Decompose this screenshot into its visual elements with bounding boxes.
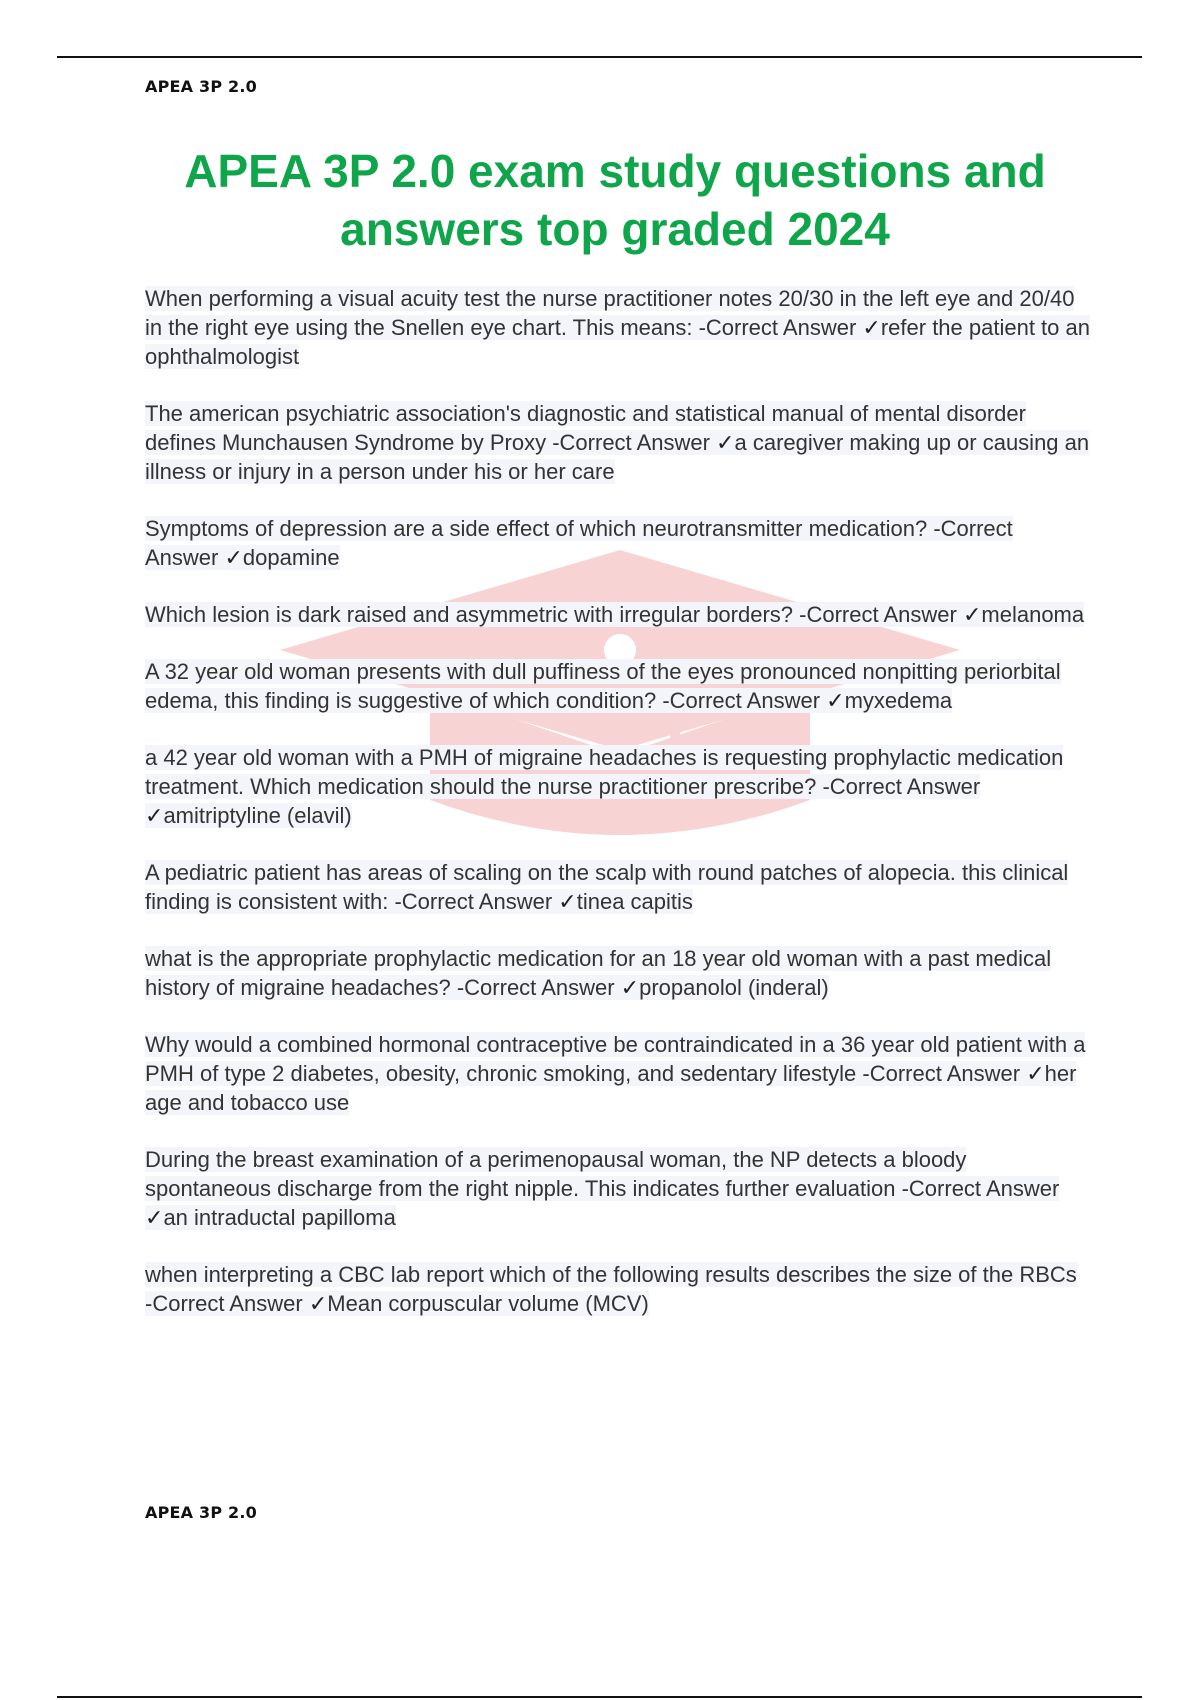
check-mark-icon: ✓: [145, 1205, 164, 1230]
correct-answer-label: -Correct Answer: [816, 774, 981, 799]
question-text: During the breast examination of a perimenopausal woman, the NP detects a bloody spontaneous discharge from the right nipple. This indicates further evaluation: [145, 1147, 967, 1201]
qa-item: [145, 1030, 1090, 1117]
question-text: a 42 year old woman with a PMH of migraine headaches is requesting prophylactic medication treatment. Which medication should the nurse practitioner prescribe?: [145, 745, 1064, 799]
qa-item: [145, 1145, 1090, 1232]
question-text: Which lesion is dark raised and asymmetric with irregular borders?: [145, 602, 794, 627]
answer-text: melanoma: [981, 602, 1085, 627]
answer-text: refer the patient to an ophthalmologist: [145, 315, 1090, 369]
check-mark-icon: ✓: [826, 688, 845, 713]
question-text: The american psychiatric association's diagnostic and statistical manual of mental disorder defines Munchausen Syndrome by Proxy: [145, 401, 1026, 455]
question-text: when interpreting a CBC lab report which of the following results describes the size of the RBCs: [145, 1262, 1077, 1287]
qa-item: [145, 399, 1090, 486]
correct-answer-label: -Correct Answer: [692, 315, 863, 340]
correct-answer-label: -Correct Answer: [656, 688, 827, 713]
answer-text: dopamine: [242, 545, 340, 570]
check-mark-icon: ✓: [224, 545, 243, 570]
check-mark-icon: ✓: [862, 315, 881, 340]
question-text: Symptoms of depression are a side effect of which neurotransmitter medication?: [145, 516, 928, 541]
qa-item: [145, 284, 1090, 371]
qa-item: [145, 743, 1090, 830]
check-mark-icon: ✓: [1026, 1061, 1045, 1086]
question-text: what is the appropriate prophylactic medication for an 18 year old woman with a past medical history of migraine headaches?: [145, 946, 1052, 1000]
answer-text: tinea capitis: [576, 889, 693, 914]
check-mark-icon: ✓: [620, 975, 640, 1000]
qa-item: [145, 514, 1090, 572]
running-footer: APEA 3P 2.0: [145, 1503, 257, 1522]
qa-list: [145, 284, 1090, 1346]
check-mark-icon: ✓: [962, 602, 982, 627]
running-header: APEA 3P 2.0: [145, 77, 257, 96]
qa-item: [145, 944, 1090, 1002]
check-mark-icon: ✓: [716, 430, 735, 455]
question-text: A pediatric patient has areas of scaling on the scalp with round patches of alopecia. this clinical finding is consistent with:: [145, 860, 1069, 914]
answer-text: Mean corpuscular volume (MCV): [327, 1291, 649, 1316]
qa-item: [145, 858, 1090, 916]
correct-answer-label: -Correct Answer: [856, 1061, 1027, 1086]
answer-text: myxedema: [844, 688, 953, 713]
answer-text: her age and tobacco use: [145, 1061, 1077, 1115]
footer-rule: [57, 1696, 1142, 1698]
answer-text: propanolol (inderal): [639, 975, 829, 1000]
question-text: Why would a combined hormonal contraceptive be contraindicated in a 36 year old patient with a PMH of type 2 diabetes, obesity, chronic smoking, and sedentary lifestyle: [145, 1032, 1086, 1086]
correct-answer-label: -Correct Answer: [388, 889, 559, 914]
answer-text: an intraductal papilloma: [163, 1205, 396, 1230]
correct-answer-label: -Correct Answer: [145, 1291, 309, 1316]
correct-answer-label: -Correct Answer: [793, 602, 963, 627]
question-text: When performing a visual acuity test the nurse practitioner notes 20/30 in the left eye and 20/40 in the right eye using the Snellen eye chart. This means:: [145, 286, 1075, 340]
answer-text: a caregiver making up or causing an illness or injury in a person under his or her care: [145, 430, 1090, 484]
check-mark-icon: ✓: [145, 803, 164, 828]
check-mark-icon: ✓: [308, 1291, 328, 1316]
question-text: A 32 year old woman presents with dull puffiness of the eyes pronounced nonpitting periorbital edema, this finding is suggestive of which condition?: [145, 659, 1061, 713]
qa-item: [145, 600, 1090, 629]
answer-text: amitriptyline (elavil): [163, 803, 352, 828]
correct-answer-label: -Correct Answer: [450, 975, 621, 1000]
correct-answer-label: -Correct Answer: [145, 516, 1013, 570]
document-title: APEA 3P 2.0 exam study questions and answers top graded 2024: [184, 145, 1046, 255]
qa-item: [145, 657, 1090, 715]
check-mark-icon: ✓: [558, 889, 577, 914]
correct-answer-label: -Correct Answer: [895, 1176, 1060, 1201]
header-rule: [57, 56, 1142, 58]
correct-answer-label: -Correct Answer: [546, 430, 717, 455]
qa-item: [145, 1260, 1090, 1318]
